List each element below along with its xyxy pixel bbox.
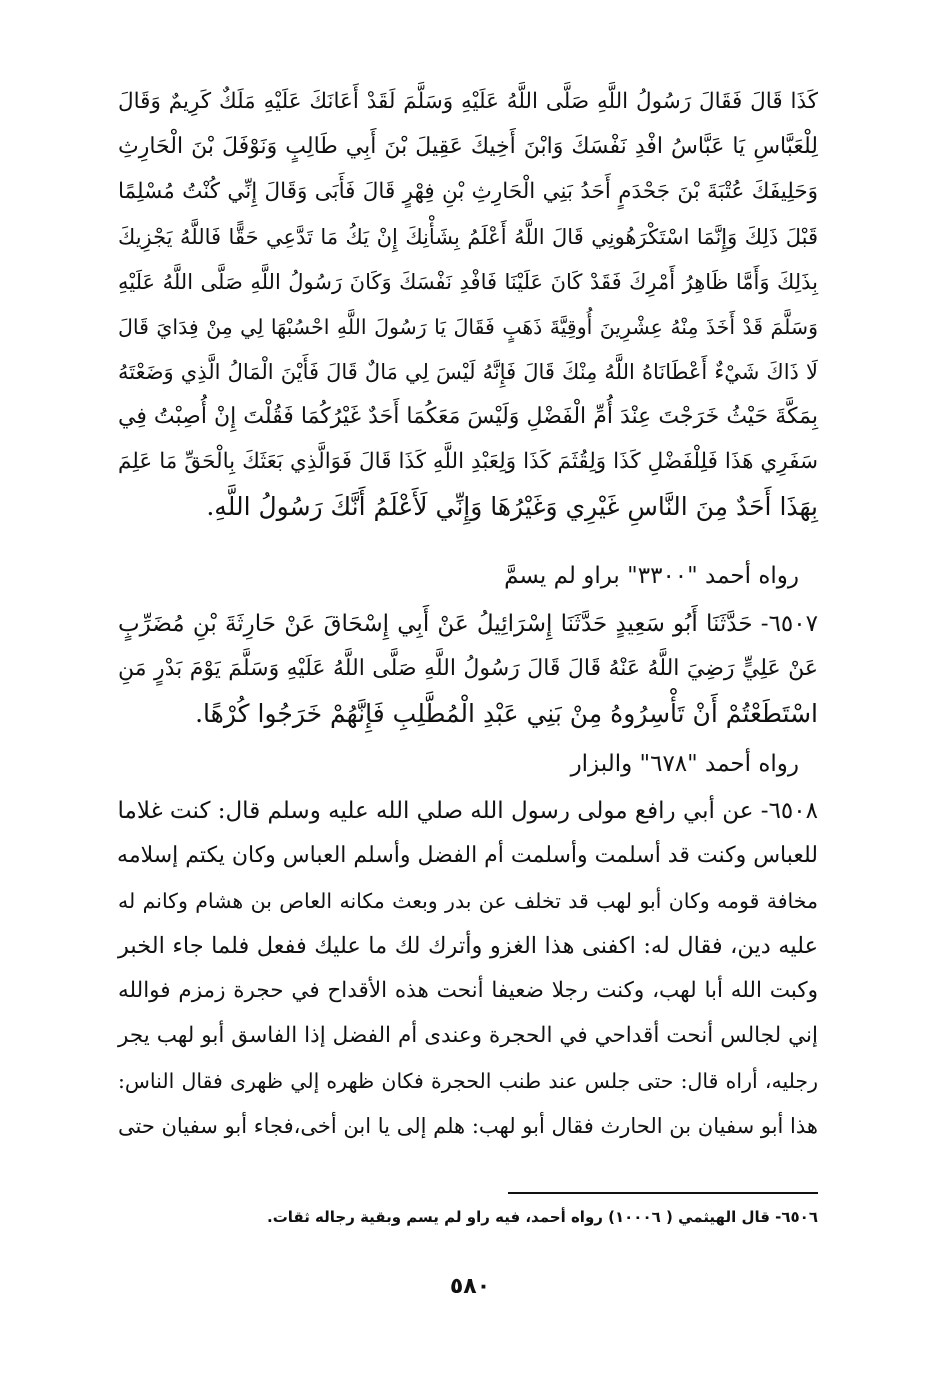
text-line: لَا ذَاكَ شَيْءٌ أَعْطَانَاهُ اللَّهُ مِنْكَ قَالَ فَإِنَّهُ لَيْسَ لِي مَالٌ قَالَ فَأَيْنَ الْمَالُ الَّذِي وَضَعْتَهُ	[118, 360, 818, 384]
text-line: للعباس وكنت قد أسلمت وأسلمت أم الفضل وأسلم العباس وكان يكتم إسلامه	[117, 843, 818, 868]
text-line: ٦٥٠٨- عن أبي رافع مولى رسول الله صلي الله عليه وسلم قال: كنت غلاما	[117, 798, 818, 824]
text-line: سَفَرِي هَذَا فَلِلْفَضْلِ كَذَا وَلِقُثَمَ كَذَا وَلِعَبْدِ اللَّهِ كَذَا قَالَ فَوَالَّذِي بَعَثَكَ بِالْحَقِّ مَا عَلِمَ	[118, 449, 818, 474]
text-line: رجليه، أراه قال: حتى جلس عند طنب الحجرة فكان ظهره إلي ظهرى فقال الناس:	[118, 1069, 818, 1093]
footnote: ٦٥٠٦- قال الهيثمي ( ١٠٠٠٦) رواه أحمد، فيه راو لم يسم وبقية رجاله ثقات.	[267, 1208, 818, 1226]
text-line: ٦٥٠٧- حَدَّثَنَا أَبُو سَعِيدٍ حَدَّثَنَا إِسْرَائِيلُ عَنْ أَبِي إِسْحَاقَ عَنْ حَارِثَةَ بْنِ مُضَرِّبٍ	[118, 611, 818, 637]
text-line: مخافة قومه وكان أبو لهب قد تخلف عن بدر وبعث مكانه العاص بن هشام وكانم له	[118, 889, 818, 913]
text-line: بِذَلِكَ وَأَمَّا ظَاهِرُ أَمْرِكَ فَقَدْ كَانَ عَلَيْنَا فَافْدِ نَفْسَكَ وَكَانَ رَسُولُ اللَّهِ صَلَّى اللَّهُ عَلَيْهِ	[118, 270, 818, 294]
text-line: اسْتَطَعْتُمْ أَنْ تَأْسِرُوهُ مِنْ بَنِي عَبْدِ الْمُطَّلِبِ فَإِنَّهُمْ خَرَجُوا كُرْهًا.	[195, 699, 818, 728]
footnote-divider	[508, 1192, 818, 1194]
text-line: وَحَلِيفَكَ عُتْبَةَ بْنَ جَحْدَمٍ أَحَدُ بَنِي الْحَارِثِ بْنِ فِهْرٍ قَالَ فَأَبَى وَقَالَ إِنِّي كُنْتُ مُسْلِمًا	[118, 179, 818, 204]
page-number: ٥٨٠	[449, 1274, 491, 1299]
text-line: عَنْ عَلِيٍّ رَضِيَ اللَّهُ عَنْهُ قَالَ قَالَ رَسُولُ اللَّهِ صَلَّى اللَّهُ عَلَيْهِ وَسَلَّمَ يَوْمَ بَدْرٍ مَنِ	[118, 656, 818, 681]
source-note: رواه أحمد "٦٧٨" والبزار	[570, 751, 799, 777]
text-line: هذا أبو سفيان بن الحارث فقال أبو لهب: هلم إلى يا ابن أخى،فجاء أبو سفيان حتى	[118, 1114, 818, 1138]
text-line: لِلْعَبَّاسِ يَا عَبَّاسُ افْدِ نَفْسَكَ وَابْنَ أَخِيكَ عَقِيلَ بْنَ أَبِي طَالِبٍ وَنَوْفَلَ بْنَ الْحَارِثِ	[118, 134, 818, 159]
text-line: بِمَكَّةَ حَيْثُ خَرَجْتَ عِنْدَ أُمِّ الْفَضْلِ وَلَيْسَ مَعَكُمَا أَحَدٌ غَيْرُكُمَا فَقُلْتَ إِنْ أُصِبْتُ فِي	[118, 404, 818, 429]
text-line: قَبْلَ ذَلِكَ وَإِنَّمَا اسْتَكْرَهُونِي قَالَ اللَّهُ أَعْلَمُ بِشَأْنِكَ إِنْ يَكُ مَا تَدَّعِي حَقًّا فَاللَّهُ يَجْزِيكَ	[118, 225, 818, 249]
text-line: وَسَلَّمَ قَدْ أَخَذَ مِنْهُ عِشْرِينَ أُوقِيَّةَ ذَهَبٍ فَقَالَ يَا رَسُولَ اللَّهِ احْسُبْهَا لِي مِنْ فِدَايَ قَالَ	[118, 315, 818, 339]
text-line: وكبت الله أبا لهب، وكنت رجلا ضعيفا أنحت هذه الأقداح في حجرة زمزم فوالله	[118, 978, 818, 1003]
text-line: كَذَا قَالَ فَقَالَ رَسُولُ اللَّهِ صَلَّى اللَّهُ عَلَيْهِ وَسَلَّمَ لَقَدْ أَعَانَكَ عَلَيْهِ مَلَكٌ كَرِيمٌ وَقَالَ	[118, 89, 818, 114]
source-note: رواه أحمد "٣٣٠٠" براو لم يسمَّ	[504, 563, 799, 589]
text-line: بِهَذَا أَحَدٌ مِنَ النَّاسِ غَيْرِي وَغَيْرُهَا وَإِنِّي لَأَعْلَمُ أَنَّكَ رَسُولُ اللَّهِ.	[206, 492, 818, 521]
text-line: عليه دين، فقال له: اكفنى هذا الغزو وأترك لك ما عليك ففعل فلما جاء الخبر	[118, 933, 818, 959]
text-line: إني لجالس أنحت أقداحي في الحجرة وعندى أم الفضل إذا الفاسق أبو لهب يجر	[118, 1023, 818, 1048]
